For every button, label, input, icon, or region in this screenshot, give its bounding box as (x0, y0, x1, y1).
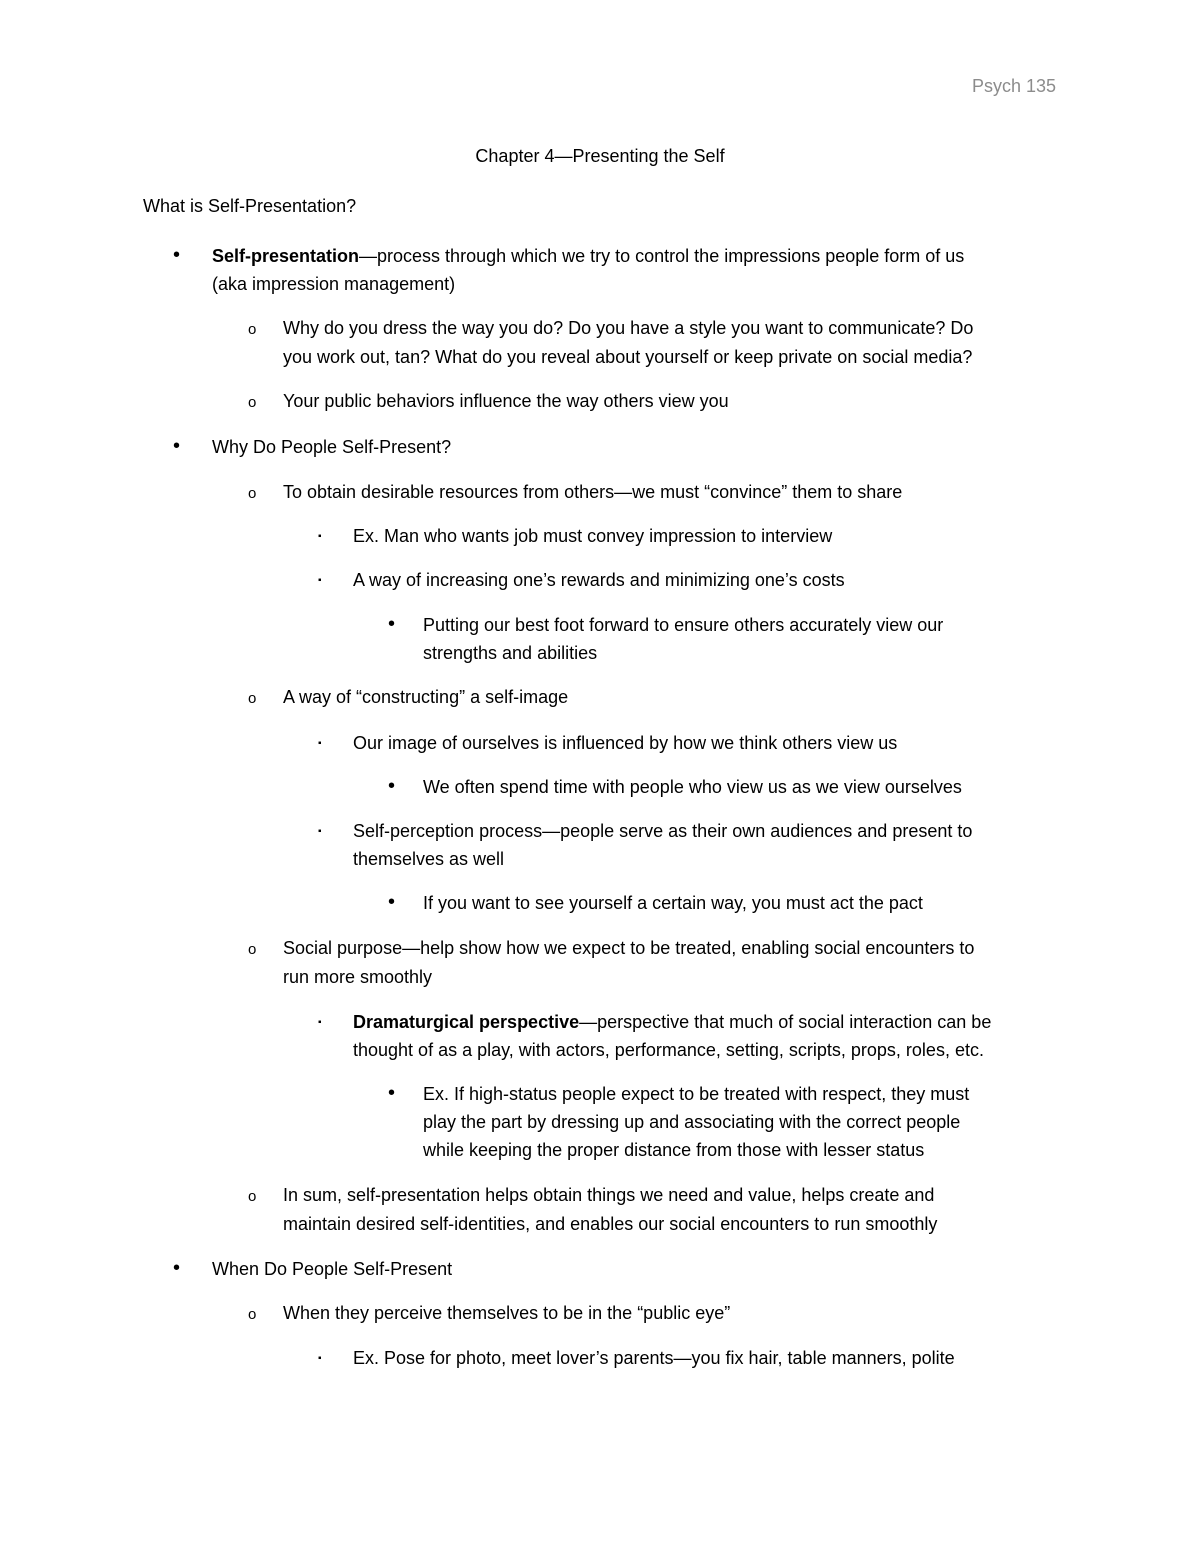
bullet-level2: o (248, 941, 257, 958)
list-item-dramaturgical (353, 1008, 991, 1036)
list-item-text: Ex. If high-status people expect to be treated with respect, they must (423, 1084, 970, 1104)
bullet-level4: • (388, 613, 396, 635)
list-item-text: Putting our best foot forward to ensure others accurately view our (423, 615, 944, 635)
list-item-text: Your public behaviors influence the way others view you (283, 391, 729, 411)
bullet-level4: • (388, 1082, 396, 1104)
list-item-text: Social purpose—help show how we expect to be treated, enabling social encounters to (283, 938, 975, 958)
bullet-level4: • (388, 775, 396, 797)
list-item-text: A way of increasing one’s rewards and minimizing one’s costs (353, 570, 845, 590)
list-item-text: To obtain desirable resources from others—we must “convince” them to share (283, 482, 903, 502)
list-item-continuation: strengths and abilities (423, 643, 598, 663)
list-item-text: We often spend time with people who view us as we view ourselves (423, 777, 962, 797)
list-item-text: A way of “constructing” a self-image (283, 687, 569, 707)
bullet-level3: ▪ (318, 826, 322, 837)
bullet-level1: • (173, 244, 181, 266)
definition-text: —process through which we try to control the impressions people form of us (359, 246, 965, 266)
list-item-continuation: play the part by dressing up and associating with the correct people (423, 1112, 961, 1132)
section-heading: What is Self-Presentation? (143, 196, 357, 216)
list-item-continuation: maintain desired self-identities, and enables our social encounters to run smoothly (283, 1214, 938, 1234)
list-item-text: In sum, self-presentation helps obtain things we need and value, helps create and (283, 1185, 935, 1205)
bullet-level2: o (248, 485, 257, 502)
list-item-continuation: thought of as a play, with actors, performance, setting, scripts, props, roles, etc. (353, 1040, 984, 1060)
page-header-course: Psych 135 (972, 76, 1057, 96)
list-item-text: If you want to see yourself a certain way, you must act the pact (423, 893, 923, 913)
list-item-self-presentation (212, 242, 964, 270)
document-title: Chapter 4—Presenting the Self (475, 146, 725, 166)
list-item-heading: Why Do People Self-Present? (212, 437, 452, 457)
bullet-level2: o (248, 1306, 257, 1323)
bullet-level3: ▪ (318, 575, 322, 586)
list-item-continuation: you work out, tan? What do you reveal about yourself or keep private on social media? (283, 347, 973, 367)
list-item-text: Ex. Pose for photo, meet lover’s parents—you fix hair, table manners, polite (353, 1348, 955, 1368)
bullet-level2: o (248, 394, 257, 411)
list-item-continuation: run more smoothly (283, 967, 433, 987)
bullet-level3: ▪ (318, 1353, 322, 1364)
bullet-level3: ▪ (318, 531, 322, 542)
bullet-level2: o (248, 321, 257, 338)
list-item-text: Self-perception process—people serve as their own audiences and present to (353, 821, 973, 841)
bullet-level1: • (173, 435, 181, 457)
bullet-level1: • (173, 1257, 181, 1279)
list-item-continuation: (aka impression management) (212, 274, 456, 294)
list-item-continuation: themselves as well (353, 849, 505, 869)
bullet-level4: • (388, 891, 396, 913)
bullet-level3: ▪ (318, 738, 322, 749)
definition-text: —perspective that much of social interaction can be (579, 1012, 992, 1032)
list-item-heading: When Do People Self-Present (212, 1259, 453, 1279)
bullet-level2: o (248, 1188, 257, 1205)
term-dramaturgical-perspective: Dramaturgical perspective (353, 1012, 580, 1032)
term-self-presentation: Self-presentation (212, 246, 360, 266)
list-item-text: Our image of ourselves is influenced by how we think others view us (353, 733, 898, 753)
bullet-level3: ▪ (318, 1017, 322, 1028)
list-item-continuation: while keeping the proper distance from those with lesser status (423, 1140, 925, 1160)
list-item-text: Why do you dress the way you do? Do you have a style you want to communicate? Do (283, 318, 974, 338)
list-item-text: Ex. Man who wants job must convey impression to interview (353, 526, 833, 546)
bullet-level2: o (248, 690, 257, 707)
list-item-text: When they perceive themselves to be in the “public eye” (283, 1303, 731, 1323)
